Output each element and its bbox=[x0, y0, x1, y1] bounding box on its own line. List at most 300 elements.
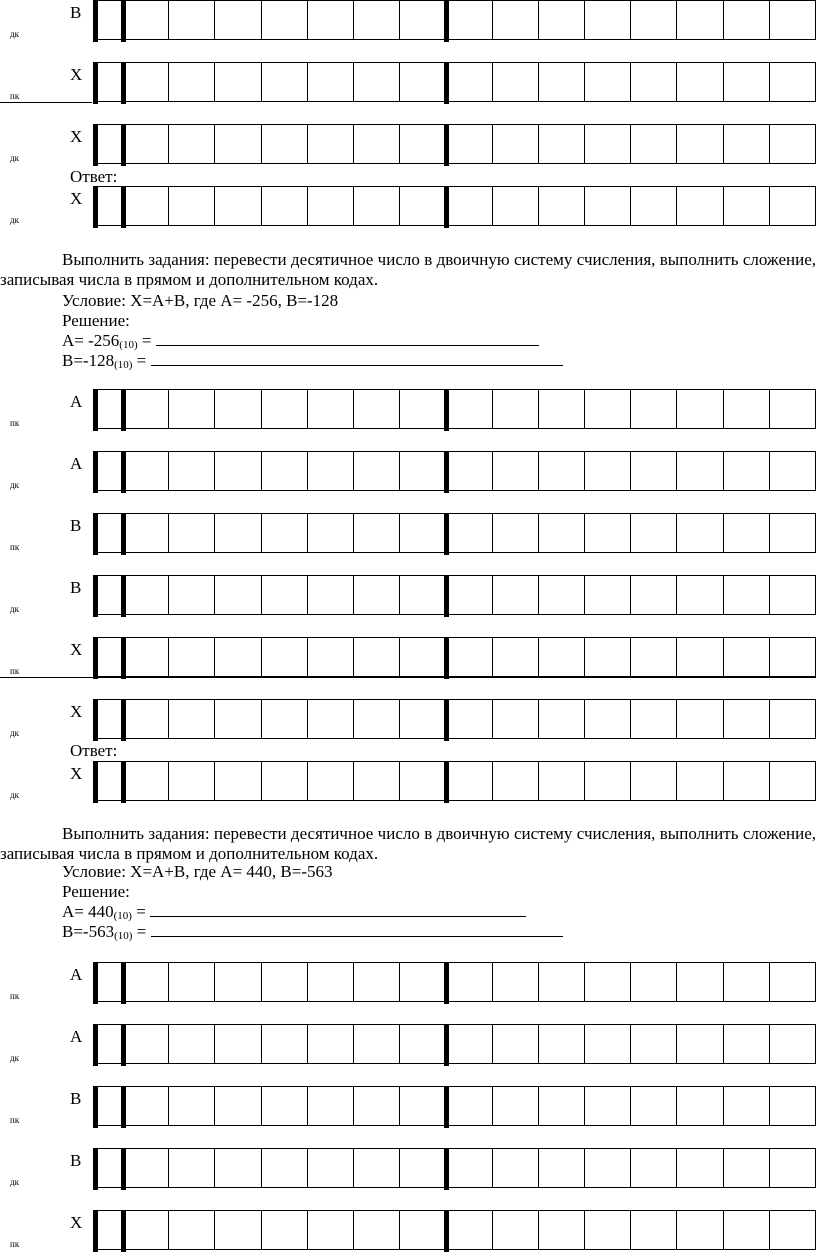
bit-cell[interactable] bbox=[262, 62, 308, 102]
bit-cell[interactable] bbox=[262, 761, 308, 801]
base-subscript: (10) bbox=[119, 339, 138, 351]
bit-cell[interactable] bbox=[400, 124, 446, 164]
bit-cell[interactable] bbox=[93, 389, 123, 429]
code-label: пк bbox=[10, 1239, 20, 1249]
bit-cell[interactable] bbox=[539, 761, 585, 801]
bit-cell[interactable] bbox=[308, 186, 354, 226]
bit-cell[interactable] bbox=[169, 186, 215, 226]
bit-cell[interactable] bbox=[677, 575, 723, 615]
bit-cell[interactable] bbox=[677, 1024, 723, 1064]
bit-cell[interactable] bbox=[123, 124, 169, 164]
bit-cell[interactable] bbox=[493, 124, 539, 164]
byte-separator bbox=[444, 962, 449, 1004]
bit-cell[interactable] bbox=[539, 186, 585, 226]
equals-sign: = bbox=[136, 902, 146, 921]
bit-cell[interactable] bbox=[724, 699, 770, 739]
bit-cell[interactable] bbox=[631, 761, 677, 801]
bit-cell[interactable] bbox=[308, 1024, 354, 1064]
bit-cell[interactable] bbox=[770, 0, 816, 40]
bit-cell[interactable] bbox=[631, 513, 677, 553]
bit-cell[interactable] bbox=[215, 124, 261, 164]
bit-cell[interactable] bbox=[539, 62, 585, 102]
bit-cell[interactable] bbox=[93, 1086, 123, 1126]
bit-cell[interactable] bbox=[308, 1210, 354, 1250]
bit-cell[interactable] bbox=[262, 575, 308, 615]
bit-cell[interactable] bbox=[308, 451, 354, 491]
bit-cell[interactable] bbox=[262, 186, 308, 226]
bit-cell[interactable] bbox=[493, 62, 539, 102]
bit-cell[interactable] bbox=[631, 0, 677, 40]
bit-cell[interactable] bbox=[400, 62, 446, 102]
bit-cell[interactable] bbox=[770, 513, 816, 553]
bit-cell[interactable] bbox=[354, 1024, 400, 1064]
bit-cell[interactable] bbox=[308, 962, 354, 1002]
bit-cell[interactable] bbox=[215, 1210, 261, 1250]
bit-cell[interactable] bbox=[262, 1086, 308, 1126]
bit-cell[interactable] bbox=[169, 761, 215, 801]
bit-cell[interactable] bbox=[400, 1148, 446, 1188]
bit-cell[interactable] bbox=[215, 389, 261, 429]
bit-cell[interactable] bbox=[724, 1024, 770, 1064]
bit-cell[interactable] bbox=[724, 962, 770, 1002]
bit-cell[interactable] bbox=[724, 451, 770, 491]
bit-cell[interactable] bbox=[400, 637, 446, 677]
bit-cell[interactable] bbox=[770, 451, 816, 491]
bit-cell[interactable] bbox=[677, 0, 723, 40]
bit-cell[interactable] bbox=[631, 1210, 677, 1250]
byte-separator bbox=[121, 1024, 126, 1066]
bit-cell[interactable] bbox=[585, 124, 631, 164]
answer-blank-a[interactable] bbox=[156, 331, 539, 346]
bit-cell[interactable] bbox=[585, 389, 631, 429]
row-letter: A bbox=[70, 454, 83, 473]
bit-cell[interactable] bbox=[724, 513, 770, 553]
bit-cell[interactable] bbox=[631, 1024, 677, 1064]
bit-cell[interactable] bbox=[631, 389, 677, 429]
bit-cell[interactable] bbox=[123, 1148, 169, 1188]
bit-cell[interactable] bbox=[400, 389, 446, 429]
bit-cell[interactable] bbox=[93, 513, 123, 553]
bit-cell[interactable] bbox=[354, 389, 400, 429]
bit-cell[interactable] bbox=[262, 0, 308, 40]
bit-cell[interactable] bbox=[493, 1210, 539, 1250]
code-label: пк bbox=[10, 1115, 20, 1125]
byte-separator bbox=[444, 513, 449, 555]
bit-cell[interactable] bbox=[123, 637, 169, 677]
bit-cell[interactable] bbox=[677, 1210, 723, 1250]
bit-cell[interactable] bbox=[308, 389, 354, 429]
bit-cell[interactable] bbox=[446, 637, 492, 677]
bit-cell[interactable] bbox=[354, 575, 400, 615]
row-letter: X bbox=[70, 127, 83, 146]
bit-cell[interactable] bbox=[354, 1148, 400, 1188]
bit-cell[interactable] bbox=[123, 761, 169, 801]
bit-cell[interactable] bbox=[631, 575, 677, 615]
bit-cell[interactable] bbox=[446, 1210, 492, 1250]
bit-cell[interactable] bbox=[677, 451, 723, 491]
bit-cell[interactable] bbox=[585, 186, 631, 226]
bit-cell[interactable] bbox=[308, 124, 354, 164]
bit-cell[interactable] bbox=[493, 513, 539, 553]
bit-cell[interactable] bbox=[169, 451, 215, 491]
bit-cell[interactable] bbox=[93, 186, 123, 226]
bit-cell[interactable] bbox=[770, 637, 816, 677]
bit-cell[interactable] bbox=[446, 699, 492, 739]
bit-cell[interactable] bbox=[493, 1148, 539, 1188]
bit-cell[interactable] bbox=[539, 451, 585, 491]
byte-separator bbox=[444, 699, 449, 741]
bit-cell[interactable] bbox=[493, 575, 539, 615]
bit-cell[interactable] bbox=[770, 1086, 816, 1126]
bit-cell[interactable] bbox=[123, 575, 169, 615]
row-letter: A bbox=[70, 392, 83, 411]
bit-cell[interactable] bbox=[169, 962, 215, 1002]
bit-cell[interactable] bbox=[585, 575, 631, 615]
byte-separator bbox=[121, 124, 126, 166]
bit-cell[interactable] bbox=[215, 575, 261, 615]
bit-cell[interactable] bbox=[308, 575, 354, 615]
code-label: дк bbox=[10, 604, 19, 614]
code-label: пк bbox=[10, 666, 20, 676]
bit-cell[interactable] bbox=[262, 637, 308, 677]
answer-blank-a[interactable] bbox=[150, 902, 526, 917]
bit-cell[interactable] bbox=[493, 1086, 539, 1126]
row-letter: B bbox=[70, 578, 82, 597]
bit-cell[interactable] bbox=[215, 62, 261, 102]
bit-cell[interactable] bbox=[262, 1024, 308, 1064]
bit-cell[interactable] bbox=[585, 962, 631, 1002]
bit-cell[interactable] bbox=[215, 962, 261, 1002]
bit-cell[interactable] bbox=[585, 1086, 631, 1126]
code-label: дк bbox=[10, 480, 19, 490]
bit-cell[interactable] bbox=[169, 1210, 215, 1250]
bit-cell[interactable] bbox=[169, 513, 215, 553]
bit-cell[interactable] bbox=[215, 513, 261, 553]
bit-cell[interactable] bbox=[585, 0, 631, 40]
bit-cell[interactable] bbox=[724, 0, 770, 40]
bit-cell[interactable] bbox=[770, 962, 816, 1002]
bit-cell[interactable] bbox=[93, 451, 123, 491]
bit-cell[interactable] bbox=[354, 124, 400, 164]
bit-row bbox=[0, 62, 816, 107]
bit-cell[interactable] bbox=[539, 124, 585, 164]
bit-cell[interactable] bbox=[262, 451, 308, 491]
bit-row bbox=[0, 451, 816, 496]
bit-cell[interactable] bbox=[446, 0, 492, 40]
bit-cell[interactable] bbox=[215, 1086, 261, 1126]
bit-cell[interactable] bbox=[539, 1210, 585, 1250]
bit-cell[interactable] bbox=[446, 62, 492, 102]
code-label: дк bbox=[10, 1053, 19, 1063]
equation-b bbox=[62, 922, 563, 946]
bit-cell[interactable] bbox=[400, 0, 446, 40]
bit-cell[interactable] bbox=[724, 62, 770, 102]
bit-cell[interactable] bbox=[539, 637, 585, 677]
bit-cell[interactable] bbox=[93, 1148, 123, 1188]
bit-cell[interactable] bbox=[400, 1210, 446, 1250]
bit-cell[interactable] bbox=[539, 575, 585, 615]
bit-cell[interactable] bbox=[215, 1148, 261, 1188]
bit-cell[interactable] bbox=[724, 1210, 770, 1250]
bit-cell[interactable] bbox=[677, 389, 723, 429]
task-condition: Условие: X=A+B, где A= 440, B=-563 bbox=[62, 862, 333, 881]
bit-cell[interactable] bbox=[677, 761, 723, 801]
bit-cell[interactable] bbox=[169, 699, 215, 739]
bit-cell[interactable] bbox=[400, 761, 446, 801]
bit-cell[interactable] bbox=[308, 513, 354, 553]
bit-cell[interactable] bbox=[724, 637, 770, 677]
bit-cell[interactable] bbox=[631, 186, 677, 226]
bit-cell[interactable] bbox=[400, 1024, 446, 1064]
bit-cell[interactable] bbox=[677, 1086, 723, 1126]
bit-cell[interactable] bbox=[354, 761, 400, 801]
bit-cell[interactable] bbox=[631, 962, 677, 1002]
bit-cell[interactable] bbox=[770, 389, 816, 429]
bit-cell[interactable] bbox=[215, 1024, 261, 1064]
bit-cell[interactable] bbox=[308, 0, 354, 40]
bit-cell[interactable] bbox=[169, 637, 215, 677]
bit-cell[interactable] bbox=[493, 389, 539, 429]
byte-separator bbox=[121, 1148, 126, 1190]
bit-cell[interactable] bbox=[770, 761, 816, 801]
bit-cell[interactable] bbox=[539, 389, 585, 429]
bit-cell[interactable] bbox=[539, 962, 585, 1002]
bit-cell[interactable] bbox=[677, 513, 723, 553]
bit-cell[interactable] bbox=[539, 699, 585, 739]
bit-cell[interactable] bbox=[585, 1210, 631, 1250]
bit-cell[interactable] bbox=[169, 389, 215, 429]
bit-cell[interactable] bbox=[585, 637, 631, 677]
bit-cell[interactable] bbox=[631, 1148, 677, 1188]
bit-cell[interactable] bbox=[677, 62, 723, 102]
row-letter: X bbox=[70, 702, 83, 721]
bit-cell[interactable] bbox=[262, 389, 308, 429]
bit-cell[interactable] bbox=[123, 699, 169, 739]
bit-cell[interactable] bbox=[354, 186, 400, 226]
task-condition: Условие: X=A+B, где A= -256, B=-128 bbox=[62, 291, 339, 310]
bit-cell[interactable] bbox=[677, 1148, 723, 1188]
bit-cell[interactable] bbox=[308, 1086, 354, 1126]
bit-cell[interactable] bbox=[539, 1148, 585, 1188]
bit-cell[interactable] bbox=[724, 1086, 770, 1126]
byte-separator bbox=[121, 575, 126, 617]
bit-cell[interactable] bbox=[631, 699, 677, 739]
bit-cell[interactable] bbox=[585, 451, 631, 491]
bit-cell[interactable] bbox=[539, 1024, 585, 1064]
code-label: дк bbox=[10, 153, 19, 163]
bit-cell[interactable] bbox=[446, 575, 492, 615]
bit-cell[interactable] bbox=[677, 962, 723, 1002]
bit-cell[interactable] bbox=[215, 451, 261, 491]
bit-cell[interactable] bbox=[262, 1210, 308, 1250]
bit-cell[interactable] bbox=[308, 62, 354, 102]
bit-cell[interactable] bbox=[724, 389, 770, 429]
bit-cell[interactable] bbox=[400, 186, 446, 226]
bit-cell[interactable] bbox=[400, 1086, 446, 1126]
bit-cell[interactable] bbox=[724, 575, 770, 615]
bit-cell[interactable] bbox=[262, 124, 308, 164]
byte-separator bbox=[444, 0, 449, 42]
bit-cell[interactable] bbox=[169, 124, 215, 164]
bit-cell[interactable] bbox=[169, 1024, 215, 1064]
bit-cell[interactable] bbox=[123, 451, 169, 491]
bit-cell[interactable] bbox=[169, 1086, 215, 1126]
bit-cell[interactable] bbox=[677, 699, 723, 739]
bit-cell[interactable] bbox=[93, 699, 123, 739]
row-letter: B bbox=[70, 1151, 82, 1170]
code-label: пк bbox=[10, 542, 20, 552]
bit-cell[interactable] bbox=[585, 1024, 631, 1064]
bit-cell[interactable] bbox=[585, 62, 631, 102]
bit-cell[interactable] bbox=[585, 513, 631, 553]
bit-cell[interactable] bbox=[585, 699, 631, 739]
bit-cell[interactable] bbox=[93, 575, 123, 615]
bit-cell[interactable] bbox=[770, 1148, 816, 1188]
bit-cell[interactable] bbox=[169, 1148, 215, 1188]
bit-cell[interactable] bbox=[677, 186, 723, 226]
bit-cell[interactable] bbox=[354, 699, 400, 739]
equals-sign: = bbox=[136, 351, 147, 370]
bit-cell[interactable] bbox=[123, 389, 169, 429]
bit-cell[interactable] bbox=[308, 1148, 354, 1188]
row-letter: A bbox=[70, 965, 83, 984]
bit-cell[interactable] bbox=[539, 513, 585, 553]
bit-cell[interactable] bbox=[93, 124, 123, 164]
bit-cell[interactable] bbox=[123, 513, 169, 553]
bit-cell[interactable] bbox=[93, 0, 123, 40]
bit-cell[interactable] bbox=[493, 0, 539, 40]
byte-separator bbox=[444, 389, 449, 431]
bit-cell[interactable] bbox=[93, 637, 123, 677]
bit-cell[interactable] bbox=[215, 0, 261, 40]
bit-cell[interactable] bbox=[493, 186, 539, 226]
bit-cell[interactable] bbox=[770, 186, 816, 226]
bit-cell[interactable] bbox=[446, 513, 492, 553]
bit-cell[interactable] bbox=[446, 1148, 492, 1188]
bit-cell[interactable] bbox=[354, 62, 400, 102]
bit-cell[interactable] bbox=[93, 62, 123, 102]
bit-cell[interactable] bbox=[770, 1024, 816, 1064]
bit-cell[interactable] bbox=[493, 451, 539, 491]
row-letter: B bbox=[70, 1089, 82, 1108]
bit-cell[interactable] bbox=[93, 1024, 123, 1064]
bit-cell[interactable] bbox=[724, 124, 770, 164]
bit-row bbox=[0, 637, 816, 682]
bit-cell[interactable] bbox=[585, 1148, 631, 1188]
bit-cell[interactable] bbox=[677, 637, 723, 677]
bit-cell[interactable] bbox=[631, 1086, 677, 1126]
bit-cell[interactable] bbox=[169, 575, 215, 615]
bit-cell[interactable] bbox=[354, 513, 400, 553]
bit-row bbox=[0, 0, 816, 45]
bit-cell[interactable] bbox=[539, 0, 585, 40]
bit-cell[interactable] bbox=[631, 637, 677, 677]
bit-cell[interactable] bbox=[631, 62, 677, 102]
bit-cell[interactable] bbox=[400, 575, 446, 615]
bit-cell[interactable] bbox=[770, 1210, 816, 1250]
bit-cell[interactable] bbox=[123, 0, 169, 40]
answer-blank-b[interactable] bbox=[151, 922, 563, 937]
bit-cell[interactable] bbox=[724, 186, 770, 226]
bit-cell[interactable] bbox=[539, 1086, 585, 1126]
bit-cell[interactable] bbox=[400, 451, 446, 491]
answer-blank-b[interactable] bbox=[151, 351, 563, 366]
bit-cell[interactable] bbox=[770, 124, 816, 164]
bit-cell[interactable] bbox=[446, 962, 492, 1002]
bit-cell[interactable] bbox=[262, 699, 308, 739]
bit-cell[interactable] bbox=[123, 1086, 169, 1126]
bit-cell[interactable] bbox=[123, 186, 169, 226]
bit-cell[interactable] bbox=[724, 1148, 770, 1188]
bit-cell[interactable] bbox=[493, 962, 539, 1002]
bit-cell[interactable] bbox=[677, 124, 723, 164]
bit-cell[interactable] bbox=[308, 699, 354, 739]
bit-cell[interactable] bbox=[262, 1148, 308, 1188]
bit-cell[interactable] bbox=[446, 761, 492, 801]
bit-cell[interactable] bbox=[631, 124, 677, 164]
bit-cell[interactable] bbox=[770, 62, 816, 102]
bit-cell[interactable] bbox=[308, 761, 354, 801]
bit-cell[interactable] bbox=[123, 962, 169, 1002]
bit-cell[interactable] bbox=[93, 1210, 123, 1250]
bit-cell[interactable] bbox=[446, 389, 492, 429]
bit-cell[interactable] bbox=[493, 699, 539, 739]
bit-cell[interactable] bbox=[93, 761, 123, 801]
equation-b-prefix: B=-563 bbox=[62, 922, 115, 941]
bit-cell[interactable] bbox=[354, 1086, 400, 1126]
bit-cell[interactable] bbox=[354, 451, 400, 491]
code-label: дк bbox=[10, 215, 19, 225]
byte-separator bbox=[444, 637, 449, 679]
bit-cell[interactable] bbox=[770, 699, 816, 739]
bit-cell[interactable] bbox=[493, 761, 539, 801]
bit-cell[interactable] bbox=[400, 962, 446, 1002]
bit-cell[interactable] bbox=[262, 962, 308, 1002]
bit-cell[interactable] bbox=[123, 1024, 169, 1064]
bit-cell[interactable] bbox=[770, 575, 816, 615]
bit-cell[interactable] bbox=[446, 124, 492, 164]
bit-cell[interactable] bbox=[123, 1210, 169, 1250]
bit-cell[interactable] bbox=[169, 62, 215, 102]
bit-cell[interactable] bbox=[215, 761, 261, 801]
bit-cell[interactable] bbox=[631, 451, 677, 491]
bit-cell[interactable] bbox=[354, 637, 400, 677]
bit-cell[interactable] bbox=[215, 699, 261, 739]
bit-cell[interactable] bbox=[354, 1210, 400, 1250]
bit-cell[interactable] bbox=[724, 761, 770, 801]
bit-cell[interactable] bbox=[400, 699, 446, 739]
bit-cell[interactable] bbox=[262, 513, 308, 553]
bit-cell[interactable] bbox=[446, 186, 492, 226]
bit-cell[interactable] bbox=[93, 962, 123, 1002]
bit-cell[interactable] bbox=[354, 0, 400, 40]
bit-cell[interactable] bbox=[585, 761, 631, 801]
equation-b bbox=[62, 351, 563, 375]
byte-separator bbox=[444, 62, 449, 104]
bit-cell[interactable] bbox=[446, 1024, 492, 1064]
bit-cell[interactable] bbox=[400, 513, 446, 553]
bit-cell[interactable] bbox=[446, 1086, 492, 1126]
bit-cell[interactable] bbox=[215, 186, 261, 226]
bit-cell[interactable] bbox=[123, 62, 169, 102]
bit-cell[interactable] bbox=[215, 637, 261, 677]
bit-cell[interactable] bbox=[493, 637, 539, 677]
bit-cell[interactable] bbox=[493, 1024, 539, 1064]
bit-cell[interactable] bbox=[354, 962, 400, 1002]
bit-cell[interactable] bbox=[446, 451, 492, 491]
bit-cell[interactable] bbox=[308, 637, 354, 677]
bit-cell[interactable] bbox=[169, 0, 215, 40]
